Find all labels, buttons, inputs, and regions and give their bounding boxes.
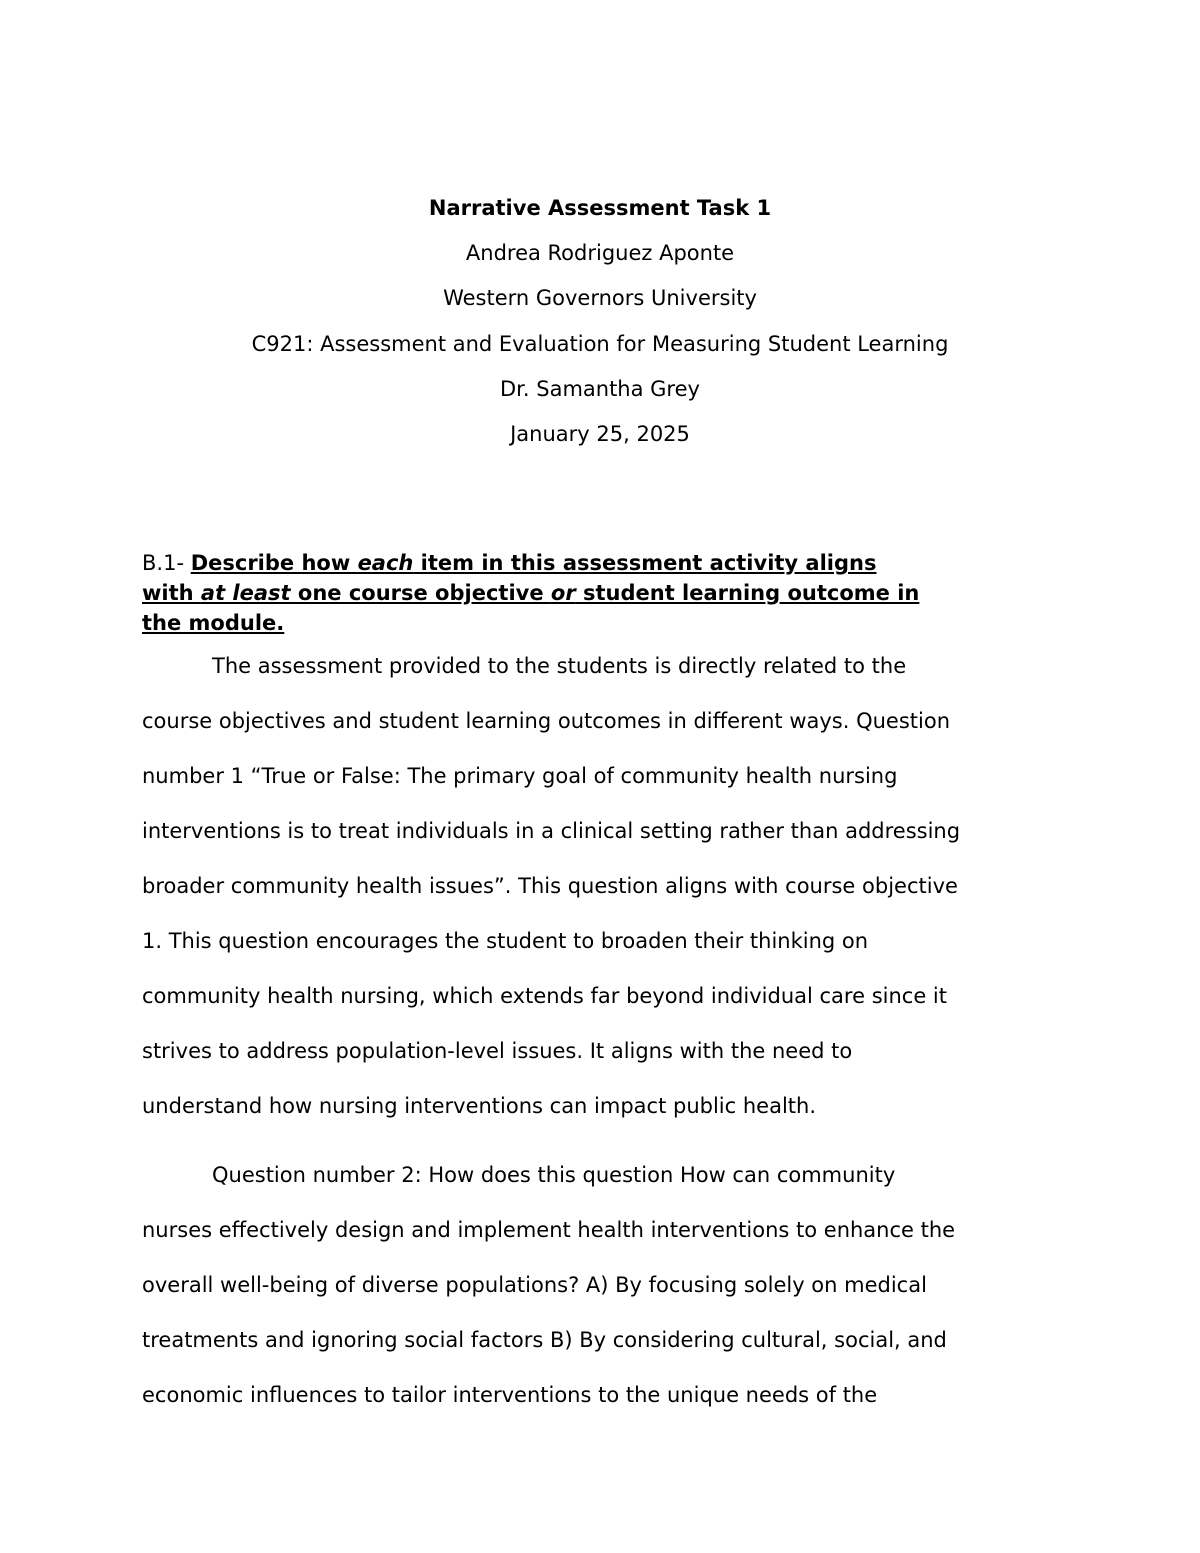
course-name: C921: Assessment and Evaluation for Measuring Student Learning xyxy=(251,331,949,356)
paragraph-line: strives to address population-level issues. It aligns with the need to xyxy=(142,1039,853,1063)
prompt-line-3 xyxy=(142,608,1062,638)
paragraph-2 xyxy=(142,1148,1072,1423)
paragraph-1 xyxy=(142,639,1072,1134)
paragraph-line: treatments and ignoring social factors B) By considering cultural, social, and xyxy=(142,1328,947,1352)
prompt-text-3: the module. xyxy=(142,611,285,635)
prompt-text-1a: Describe how xyxy=(190,551,358,575)
paragraph-line: interventions is to treat individuals in a clinical setting rather than addressing xyxy=(142,819,961,843)
paragraph-line: broader community health issues”. This question aligns with course objective xyxy=(142,874,958,898)
document-title: Narrative Assessment Task 1 xyxy=(428,196,772,220)
prompt-line-2 xyxy=(142,578,1062,608)
paragraph-line: nurses effectively design and implement health interventions to enhance the xyxy=(142,1218,956,1242)
paragraph-line: overall well-being of diverse populations? A) By focusing solely on medical xyxy=(142,1273,927,1297)
title-page-block xyxy=(0,186,1200,457)
paragraph-line: The assessment provided to the students is directly related to the xyxy=(212,654,907,678)
prompt-text-2a: with xyxy=(142,581,201,605)
author-name: Andrea Rodriguez Aponte xyxy=(465,241,735,266)
prompt-text-2d: or xyxy=(550,581,576,605)
prompt-text-2e: student learning outcome in xyxy=(575,581,920,605)
section-prompt xyxy=(142,548,1062,638)
prompt-text-1c: item in this assessment activity aligns xyxy=(413,551,877,575)
prompt-text-1b: each xyxy=(357,551,414,575)
institution-name: Western Governors University xyxy=(443,286,757,311)
paragraph-line: economic influences to tailor interventions to the unique needs of the xyxy=(142,1383,878,1407)
prompt-label: B.1- xyxy=(142,551,191,575)
instructor-name: Dr. Samantha Grey xyxy=(500,376,700,401)
document-date: January 25, 2025 xyxy=(510,421,690,446)
paragraph-line: course objectives and student learning outcomes in different ways. Question xyxy=(142,709,951,733)
paragraph-line: understand how nursing interventions can impact public health. xyxy=(142,1094,816,1118)
paragraph-line: 1. This question encourages the student to broaden their thinking on xyxy=(142,929,869,953)
paragraph-line: number 1 “True or False: The primary goal of community health nursing xyxy=(142,764,898,788)
paragraph-line: community health nursing, which extends far beyond individual care since it xyxy=(142,984,947,1008)
prompt-line-1 xyxy=(142,548,1062,578)
paragraph-line: Question number 2: How does this question How can community xyxy=(212,1163,896,1187)
prompt-text-2c: one course objective xyxy=(290,581,551,605)
prompt-text-2b: at least xyxy=(200,581,291,605)
